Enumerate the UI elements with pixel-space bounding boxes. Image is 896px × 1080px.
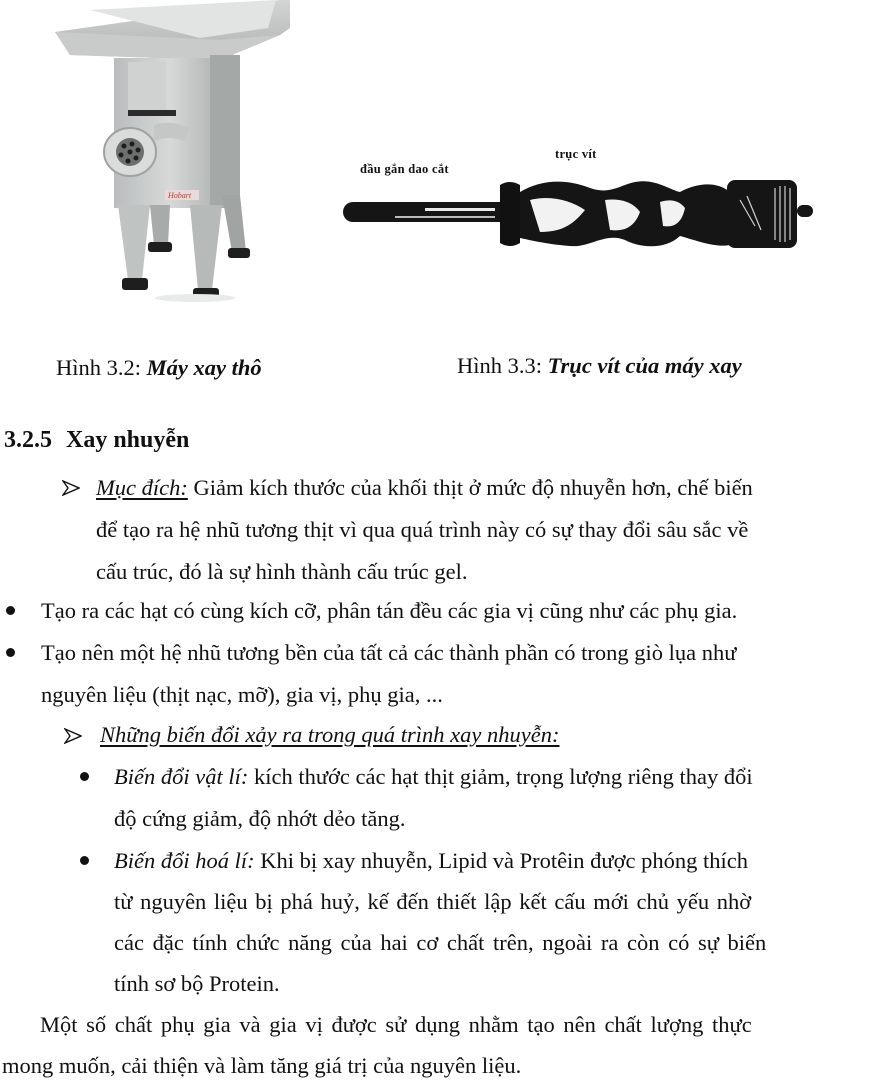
changes-heading: Những biến đổi xảy ra trong quá trình xay nhuyễn: (100, 722, 560, 747)
bullet-dot-icon (6, 648, 15, 657)
figure-screw-shaft (335, 140, 835, 255)
purpose-line-2: để tạo ra hệ nhũ tương thịt vì qua quá trình này có sự thay đổi sâu sắc về (96, 517, 749, 542)
section-title: Xay nhuyễn (66, 427, 190, 453)
section-heading (4, 427, 189, 454)
label-shaft-end: đầu gắn dao cắt (360, 162, 449, 176)
purpose-line-1: Mục đích: Giảm kích thước của khối thịt ở mức độ nhuyễn hơn, chế biến (96, 475, 753, 500)
purpose-label: Mục đích: (96, 475, 188, 500)
section-number: 3.2.5 (4, 427, 52, 453)
change-physicochemical-line-4: tính sơ bộ Protein. (114, 971, 280, 996)
screw-shaft-image (335, 140, 835, 255)
purpose-line-3: cấu trúc, đó là sự hình thành cấu trúc gel. (96, 559, 468, 584)
bullet-1: Tạo ra các hạt có cùng kích cỡ, phân tán đều các gia vị cũng như các phụ gia. (41, 598, 738, 623)
change-physical-line-2: độ cứng giảm, độ nhớt dẻo tăng. (114, 806, 406, 831)
caption-prefix: Hình 3.2: (56, 355, 147, 380)
caption-fig-3-3 (457, 355, 742, 378)
change-physicochemical-line-3: các đặc tính chức năng của hai cơ chất trên, ngoài ra còn có sự biến (114, 930, 767, 955)
bullet-dot-icon (6, 606, 15, 615)
bullet-dot-icon (80, 772, 89, 781)
closing-line-1: Một số chất phụ gia và gia vị được sử dụng nhằm tạo nên chất lượng thực (40, 1012, 752, 1037)
change-physicochemical-line-2: từ nguyên liệu bị phá huỷ, kế đến thiết lập kết cấu mới chủ yếu nhờ (114, 889, 752, 914)
closing-line-2: mong muốn, cải thiện và làm tăng giá trị của nguyên liệu. (2, 1053, 522, 1078)
change-label: Biến đổi hoá lí: (114, 848, 255, 873)
change-physicochemical-line-1: Biến đổi hoá lí: Khi bị xay nhuyễn, Lipid và Protêin được phóng thích (114, 848, 749, 873)
caption-title: Trục vít của máy xay (547, 353, 742, 378)
bullet-2-line-1: Tạo nên một hệ nhũ tương bền của tất cả các thành phần có trong giò lụa như (41, 640, 737, 665)
svg-text:Hobart: Hobart (168, 191, 192, 200)
bullet-dot-icon (80, 856, 89, 865)
label-screw: trục vít (555, 147, 597, 161)
change-physical-line-1: Biến đổi vật lí: kích thước các hạt thịt giảm, trọng lượng riêng thay đổi (114, 764, 753, 789)
bullet-2-line-2: nguyên liệu (thịt nạc, mỡ), gia vị, phụ gia, ... (41, 682, 443, 707)
meat-grinder-image (50, 0, 290, 310)
figure-meat-grinder (50, 0, 290, 310)
caption-fig-3-2 (56, 357, 262, 380)
caption-prefix: Hình 3.3: (457, 353, 548, 378)
change-label: Biến đổi vật lí: (114, 764, 249, 789)
caption-title: Máy xay thô (146, 355, 262, 380)
